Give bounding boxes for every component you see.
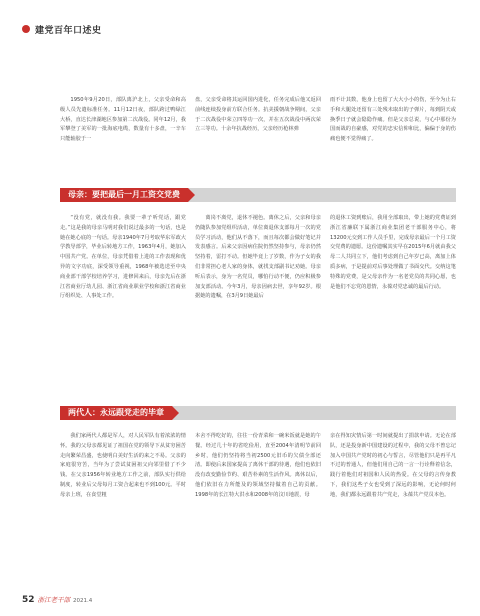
- paragraph: 本舍不得吃好的，往往一份青菜和一碗米饭就是她的午餐。经过几十年的省吃俭用，直至2004年清明节前回乡时，他们仍坚持将当初2500元旧币的欠债全部还清。即使后来国家提高了离休干部的待遇，他们也依旧没有改变勤俭节约、艰苦朴素的生活作风。离休以后，他们依旧在力所能及的领域坚持做着自己的贡献。1998年的长江特大洪水和2008年的汶川地震，母: [195, 433, 321, 498]
- text-column: [60, 432, 186, 501]
- paragraph: 盘，父亲受命将其运回国内进化，任务完成后他又返回前线连续投身前方联合任务。抗美援朝战争期间，父亲于二次战役中荣立四等功一次，并在五次战役中两次荣立三等功。十余年抗战经历，父亲经历枪林弹: [195, 97, 321, 133]
- paragraph: “没有党，就没有我。我要一辈子听党话，跟党走。”这是我的母亲马明对我们说过最多的一句话，也是她在她心底的一句话。母亲1940年7月考取华东军政大学教导部学，毕业后转地方工作，1963年4月，她加入中国共产党。在单位，母亲凭借着上进的工作表现和优异的文字功底，深受领导重视，1968年被选送至中央商业部干部学校培养学习，进修回来后，母亲先后在浙江省商业厅幼儿园、浙江省商业职业学校和浙江省商业厅组织处、人事处工作。: [60, 215, 186, 300]
- section-title: 建党百年口述史: [35, 25, 102, 36]
- text-column: [330, 432, 456, 501]
- text-column: [330, 96, 456, 145]
- section-header: [22, 22, 102, 36]
- story-block-2: [60, 214, 456, 302]
- paragraph: 亲在得知灾情后第一时间就提出了捐款申请。无论在部队，还是投身新中国建设的过程中，我的父母不曾忘记加入中国共产党时的初心与誓言，尽管他们只是再平凡不过的普通人，但他们用自己的一言一行诠释着信念，践行着他们对祖国和人民的热爱。在父母的言传身教下，我们这些子女也受到了深远的影响，无论何时何地，我们都永远跟着共产党走，永葆共产党员本色。: [330, 433, 456, 498]
- text-column: [330, 214, 456, 302]
- magazine-name: 浙江老干部: [37, 596, 71, 604]
- red-dot-icon: [22, 25, 30, 33]
- subheading-label: 两代人：永远跟党走的毕章: [60, 406, 172, 420]
- text-column: [195, 96, 321, 145]
- story-block-3: [60, 432, 456, 501]
- story-block-1: [60, 96, 456, 145]
- subheading-banner-mother: [60, 188, 456, 202]
- text-column: [195, 432, 321, 501]
- subheading-banner-two-generations: [60, 406, 456, 420]
- paragraph: 离岗不离党，退休不褪色。离休之后，父亲和母亲仍随队参加党组织活动，单位离退休支部每月一次的党员学习活动，他们从不落下，而且每次都会做好笔记并发表感言。后来父亲因病住院仍然坚持参与，母亲仍然坚持着，雷打不动。但她毕竟上了岁数，作为子女的我们非常担心老人家的身体，就找支部副书记劝她。母亲听后表示，身为一名党员，哪怕行动不便，仍应积极参加支部活动。今年3月，母亲因病去世，享年92岁。根据她的遗嘱，在3月9日她最后: [195, 215, 321, 300]
- page-number: 52: [22, 595, 35, 605]
- page-footer: [22, 595, 92, 605]
- issue-number: 2021.4: [73, 598, 93, 604]
- paragraph: 雨不计其数，他身上也留了大大小小的伤，至今为止右手和大腿处还留有三处残未取出的子弹片，每到阴天或换季日子就会隐隐作痛。但是父亲总说，与心中那份为国而战的自豪感，对党的忠实信仰和比，偏偏于身的伤痛也便不觉得痛了。: [330, 97, 456, 143]
- text-column: [60, 96, 186, 145]
- subheading-label: 母亲：要把最后一月工资交党费: [60, 188, 188, 202]
- text-column: [60, 214, 186, 302]
- paragraph: 1950年9月20日，部队离沪北上，父亲受命和高级人员先遣标准任务。11月12日夜，部队跨过鸭绿江大桥，直达长津湖地区参加第二次战役。同年12月，我军攀登了美军的一批海底电缆，数量有十多盘，一辛车只能轴胶于一: [60, 97, 186, 143]
- paragraph: 的退休工资到账后，我用全部取出，带上她的党费证到浙江省廉联下属浙江商业集团老干部服务中心，将13200元交到工作人员手里，完成母亲最后一个月工资交党费的遗愿。这份遗嘱其实早在2015年6月就由我父母二人共同立下，他们考虑到自己年岁已高，离加上体质多病，于是提前对后事处理做了书面交代。交纳这笔特殊的党费，是父母亲作为一名老党员的共同心愿，也是他们不忘党的恩情，永葆对党忠诚的最后行动。: [330, 215, 456, 290]
- text-column: [195, 214, 321, 302]
- paragraph: 我们家两代人都是军人，对人民军队有着浓浓的情怀。我的父母亲都见证了祖国在党的领导下从贫穷困苦走向繁荣昌盛，也使明白美好生活的来之不易。父亲的家庭很穷苦，当年为了尝试贫困祖父向邻里借了不少钱。在父亲1956年转业地方工作之前，部队实行供给制度，转业后父母每月工资合起来也不到100元。平时母亲上班，在食堂粗: [60, 433, 186, 498]
